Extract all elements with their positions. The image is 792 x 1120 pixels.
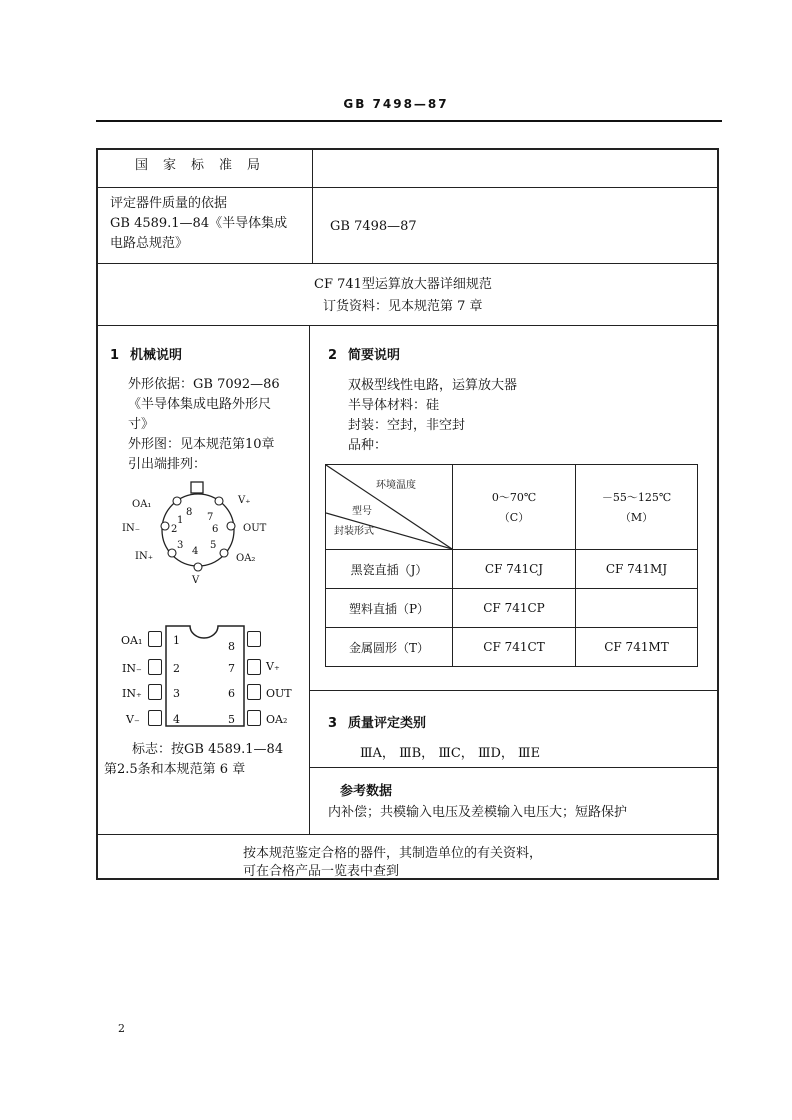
round-label-vminus: V [192,575,200,586]
outline-figure-ref: 外形图：见本规范第10章 [128,437,275,452]
rule-col-mid [309,325,310,834]
dip-pin-left-2 [148,659,162,675]
round-pin8: 8 [186,507,193,518]
round-pin4: 4 [192,546,199,557]
rule-row2 [96,263,719,264]
round-label-out: OUT [243,523,267,534]
col-commercial-header [453,465,576,550]
row-commercial: CF 741CP [453,589,576,628]
col1-code: （C） [498,511,530,524]
corner-type-label: 型号 [352,506,372,517]
row-commercial: CF 741CT [453,628,576,667]
section2-heading: 简要说明 [348,348,401,363]
footer-note-line2: 可在合格产品一览表中查到 [243,864,400,879]
brief-line3: 封装：空封，非空封 [348,418,466,433]
corner-pkg-label: 封装形式 [334,526,374,537]
section1-heading: 机械说明 [130,348,183,363]
standard-reference: GB 7498—87 [330,219,417,234]
basis-line2: GB 4589.1—84《半导体集成 [110,216,288,231]
quality-categories [360,745,540,763]
pinout-label: 引出端排列： [128,457,207,472]
row-pkg: 金属圆形（T） [326,628,453,667]
dip-num-8: 8 [228,640,235,653]
row-pkg: 塑料直插（P） [326,589,453,628]
round-pin1: 1 [177,515,184,526]
round-pin5: 5 [210,540,217,551]
dip-num-5: 5 [228,713,235,726]
dip-pin-right-7 [247,659,261,675]
ordering-info: 订货资料：见本规范第 7 章 [323,299,483,314]
dip-pin-right-8 [247,631,261,647]
brief-line4: 品种： [348,438,388,453]
dip-pin-left-1 [148,631,162,647]
dip-num-4: 4 [173,713,180,726]
dip-num-1: 1 [173,634,180,647]
dip-pin-right-6 [247,684,261,700]
category-c: ⅢC， [438,746,474,761]
reference-heading: 参考数据 [340,784,393,799]
round-label-vplus: V₊ [238,495,251,506]
row-military [576,589,698,628]
dip-pin-left-3 [148,684,162,700]
section3-number: 3 [328,716,338,731]
col1-range: 0～70℃ [491,491,537,504]
round-pin2: 2 [171,524,178,535]
dip-pin-left-4 [148,710,162,726]
dip-label-oa2: OA₂ [266,713,288,726]
brief-line2: 半导体材料：硅 [348,398,440,413]
section2-number: 2 [328,348,338,363]
table-row [326,589,698,628]
dip-num-7: 7 [228,662,235,675]
round-pin7: 7 [207,512,214,523]
table-corner-cell [326,465,453,550]
spec-title: CF 741型运算放大器详细规范 [314,277,492,292]
variant-table [325,464,698,667]
round-label-inplus: IN₊ [135,551,153,562]
rule-row-footer [96,834,719,835]
section3-heading: 质量评定类别 [348,716,427,731]
round-label-oa2: OA₂ [236,553,256,564]
dip-pin-right-5 [247,710,261,726]
round-label-inminus: IN₋ [122,523,140,534]
round-pin3: 3 [177,540,184,551]
round-package-diagram [120,478,300,588]
rule-sec3-ref [309,767,719,768]
row-commercial: CF 741CJ [453,550,576,589]
round-pin6: 6 [212,524,219,535]
brief-line1: 双极型线性电路，运算放大器 [348,378,518,393]
col2-code: （M） [619,511,654,524]
marking-line2: 第2.5条和本规范第 6 章 [104,762,246,777]
dip-label-vminus: V₋ [126,713,140,726]
outline-basis-1: 外形依据：GB 7092—86 [128,377,280,392]
col2-range: －55～125℃ [601,491,672,504]
rule-row1 [96,187,719,188]
corner-env-label: 环境温度 [376,480,416,491]
footer-note-line1: 按本规范鉴定合格的器件，其制造单位的有关资料， [243,846,543,861]
rule-row3 [96,325,719,326]
dip-label-inminus: IN₋ [122,662,142,675]
standard-number-header: GB 7498—87 [343,97,449,111]
dip-label-out: OUT [266,687,292,700]
dip-num-2: 2 [173,662,180,675]
round-label-oa1: OA₁ [132,499,152,510]
page-number: 2 [118,1022,125,1035]
outline-basis-2: 《半导体集成电路外形尺 [128,397,272,412]
basis-line3: 电路总规范》 [110,236,189,251]
marking-line1: 标志：按GB 4589.1—84 [132,742,284,757]
issuing-authority: 国 家 标 准 局 [135,158,262,173]
reference-line: 内补偿；共模输入电压及差模输入电压大；短路保护 [328,805,628,820]
dip-num-3: 3 [173,687,180,700]
dip-label-oa1: OA₁ [121,634,143,647]
dip-label-inplus: IN₊ [122,687,142,700]
table-row [326,550,698,589]
dip-label-vplus: V₊ [266,660,280,673]
row-military: CF 741MJ [576,550,698,589]
row-military: CF 741MT [576,628,698,667]
category-a: ⅢA， [360,746,395,761]
header-rule [96,120,722,122]
table-row [326,628,698,667]
dip-num-6: 6 [228,687,235,700]
col-military-header [576,465,698,550]
row-pkg: 黑瓷直插（J） [326,550,453,589]
rule-col-top [312,148,313,263]
category-e: ⅢE [518,746,541,761]
outline-basis-3: 寸》 [128,417,155,432]
rule-sec2-3 [309,690,719,691]
category-d: ⅢD， [477,746,514,761]
basis-line1: 评定器件质量的依据 [110,196,228,211]
section1-number: 1 [110,348,120,363]
category-b: ⅢB， [399,746,435,761]
